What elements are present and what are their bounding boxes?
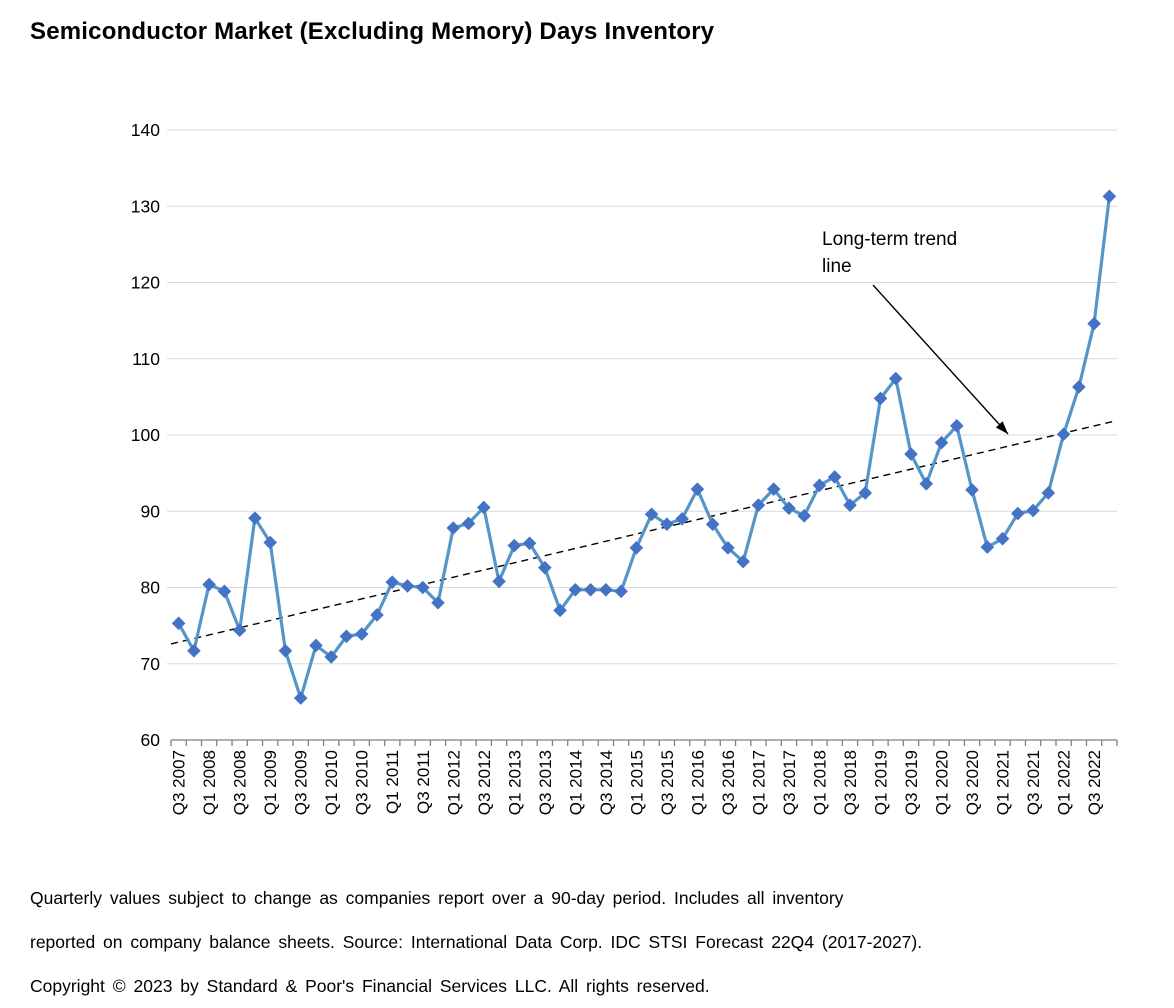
data-point — [446, 521, 460, 535]
data-point — [965, 483, 979, 497]
x-axis-label: Q3 2022 — [1085, 750, 1105, 816]
data-point — [919, 477, 933, 491]
y-axis-label: 80 — [140, 577, 160, 598]
x-axis-label: Q1 2009 — [261, 750, 281, 816]
x-axis-label: Q1 2011 — [383, 750, 403, 814]
data-series-line — [179, 196, 1110, 698]
data-point — [233, 623, 247, 637]
x-axis-label: Q3 2010 — [352, 750, 372, 816]
data-point — [1087, 317, 1101, 331]
x-axis-label: Q1 2016 — [688, 750, 708, 816]
data-point — [294, 691, 308, 705]
annotation-arrow — [873, 285, 1008, 434]
data-point — [981, 540, 995, 554]
y-axis-label: 110 — [132, 348, 160, 369]
data-point — [187, 644, 201, 658]
y-axis-label: 100 — [130, 425, 160, 445]
data-point — [492, 575, 506, 589]
x-axis-label: Q1 2018 — [810, 750, 830, 816]
data-point — [279, 644, 293, 658]
data-point — [172, 617, 186, 631]
footnote-line: Copyright © 2023 by Standard & Poor's Financial Services LLC. All rights reserved. — [30, 976, 710, 996]
y-axis-label: 120 — [130, 272, 160, 293]
x-axis-label: Q3 2013 — [535, 750, 555, 816]
x-axis-label: Q1 2015 — [627, 750, 647, 816]
data-point — [1072, 380, 1086, 394]
x-axis-label: Q3 2008 — [230, 750, 250, 816]
x-axis-label: Q3 2017 — [779, 750, 799, 816]
y-axis-label: 60 — [140, 730, 160, 750]
data-point — [1057, 427, 1071, 441]
y-axis-label: 140 — [130, 120, 160, 140]
x-axis-label: Q1 2014 — [566, 750, 586, 816]
x-axis-label: Q1 2019 — [871, 750, 891, 816]
x-axis-label: Q1 2010 — [322, 750, 342, 816]
data-point — [202, 578, 216, 592]
x-axis-label: Q3 2015 — [657, 750, 677, 816]
annotation-text: line — [822, 256, 852, 277]
x-axis-label: Q1 2013 — [505, 750, 525, 816]
x-axis-label: Q3 2020 — [963, 749, 983, 816]
x-axis-label: Q1 2008 — [200, 750, 220, 816]
data-point — [385, 575, 399, 589]
data-point — [218, 585, 232, 599]
x-axis-label: Q1 2012 — [444, 750, 464, 816]
x-axis-label: Q3 2019 — [902, 750, 922, 816]
data-point — [828, 470, 842, 484]
data-point — [904, 447, 918, 461]
x-axis-label: Q1 2020 — [932, 750, 952, 816]
x-axis-label: Q3 2012 — [474, 750, 494, 816]
data-point — [599, 583, 613, 597]
x-axis-label: Q3 2021 — [1024, 750, 1044, 816]
data-point — [401, 579, 415, 593]
y-axis-label: 130 — [130, 196, 160, 217]
data-point — [614, 585, 628, 599]
chart-title: Semiconductor Market (Excluding Memory) Days Inventory — [30, 18, 715, 45]
y-axis-label: 70 — [140, 653, 160, 674]
data-point — [584, 583, 598, 597]
data-point — [813, 479, 827, 493]
x-axis-label: Q3 2016 — [718, 750, 738, 816]
x-axis-label: Q1 2017 — [749, 750, 769, 816]
data-point — [1103, 190, 1117, 204]
x-axis-label: Q3 2009 — [291, 750, 311, 816]
y-axis-label: 90 — [140, 501, 160, 522]
annotation-text: Long-term trend — [822, 229, 958, 250]
x-axis-label: Q3 2011 — [413, 750, 433, 814]
x-axis-label: Q3 2018 — [840, 750, 860, 816]
x-axis-label: Q1 2021 — [993, 749, 1013, 816]
data-point — [691, 482, 705, 496]
x-axis-label: Q3 2014 — [596, 750, 616, 816]
x-axis-label: Q3 2007 — [169, 750, 189, 816]
data-point — [630, 541, 644, 555]
x-axis-label: Q1 2022 — [1054, 750, 1074, 816]
data-point — [508, 539, 522, 553]
footnote — [30, 876, 1150, 1008]
footnote-line: Quarterly values subject to change as companies report over a 90-day period. Includes all inventory — [30, 888, 844, 908]
footnote-line: reported on company balance sheets. Source: International Data Corp. IDC STSI Forecast 22Q4 (2017-2027). — [30, 932, 923, 952]
